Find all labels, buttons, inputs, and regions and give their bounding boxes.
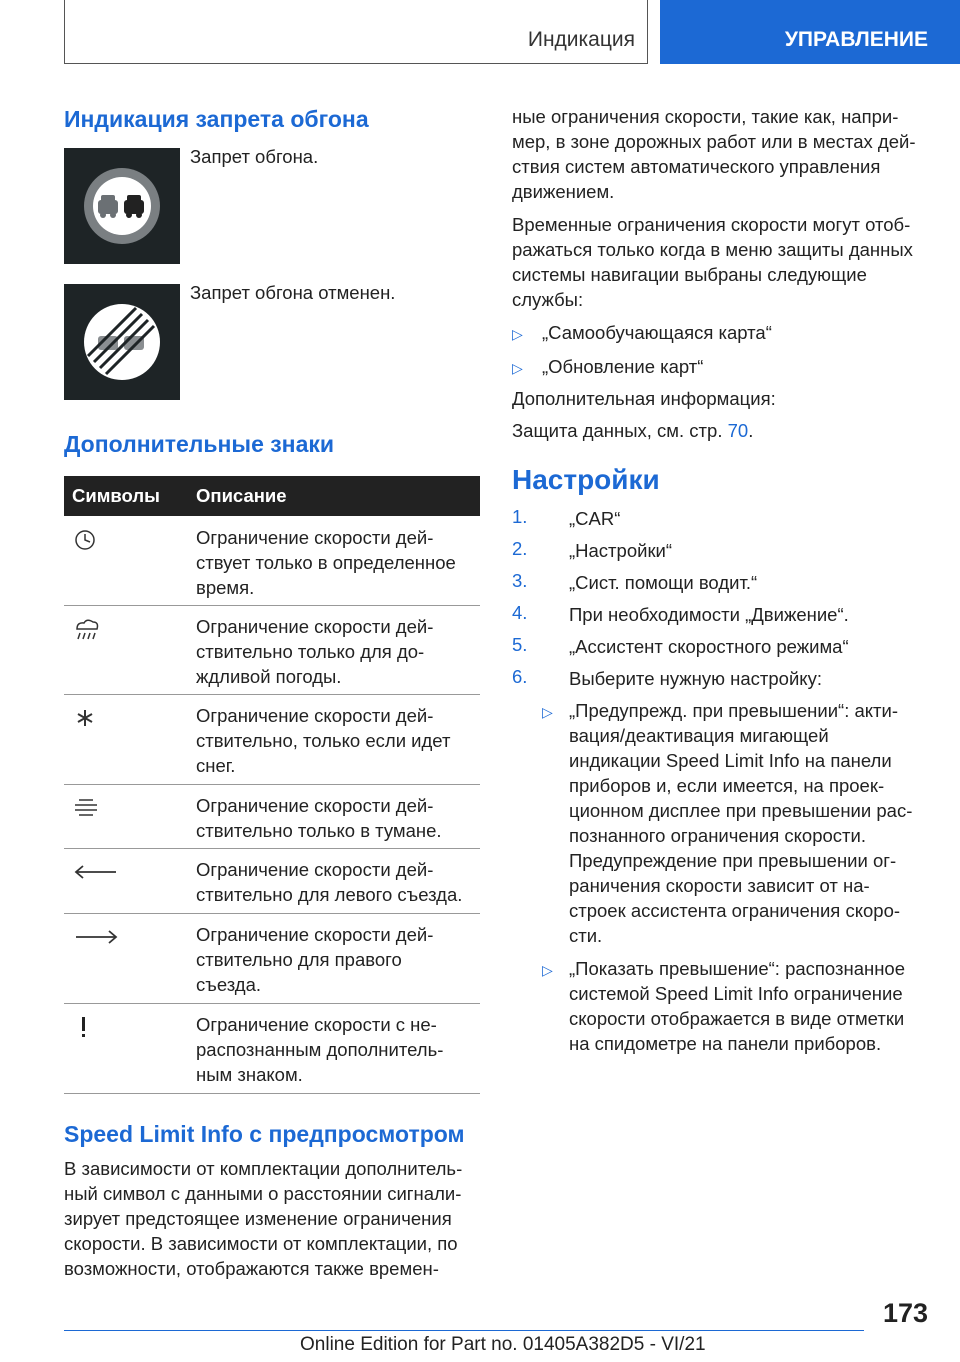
step-text: При необходимости „Движение“. [569,604,849,625]
header-section-box [64,0,648,64]
arrow-right-icon [72,925,120,953]
table-row [64,694,480,785]
bullet-triangle-icon: ▷ [542,704,553,720]
table-cell-description: Ограничение скорости дей- ствует только в определенное время. [196,527,456,598]
table-header [64,476,480,516]
table-row [64,848,480,914]
step-text: Выберите нужную настройку: [569,668,822,689]
bullet-triangle-icon: ▷ [542,962,553,978]
footer-divider [64,1330,864,1331]
step-number: 6. [512,666,528,687]
paragraph-temporary-limits: Временные ограничения скорости могут отоб- ражаться только когда в меню защиты данных системы навигации выбраны следующие службы: [512,214,913,310]
more-info-label: Дополнительная информация: [512,388,776,409]
rain-icon [72,617,108,645]
table-cell-description: Ограничение скорости дей- ствительно для левого съезда. [196,859,463,905]
list-item-service: „Самообучающаяся карта“ [542,322,772,343]
table-cell-description: Ограничение скорости с не- распознанным дополнитель- ным знаком. [196,1014,444,1085]
step-number: 1. [512,506,528,527]
step-number: 3. [512,570,528,591]
step-text: „Сист. помощи водит.“ [569,572,758,593]
exclamation-icon [72,1015,108,1043]
table-row [64,1003,480,1094]
paragraph-preview: В зависимости от комплектации дополнитель- ный символ с данными о расстоянии сигнали- зирует предстоящее изменение ограничения скорости. В зависимости от комплектации, по возможности, отображаются также времен- [64,1158,463,1279]
sign-caption-end-no-overtaking: Запрет обгона отменен. [190,282,396,303]
header-section-title: Индикация [527,28,635,51]
section-title-additional-signs: Дополнительные знаки [64,431,335,457]
header-chapter-tab[interactable]: УПРАВЛЕНИЕ [660,0,960,64]
bullet-triangle-icon: ▷ [512,326,523,342]
end-no-overtaking-sign-image [64,284,180,400]
footer-edition: Online Edition for Part no. 01405A382D5 - VI/21 [300,1334,706,1355]
list-item-service: „Обновление карт“ [542,356,704,377]
table-row [64,605,480,695]
column-header-description: Описание [196,485,287,506]
table-cell-description: Ограничение скорости дей- ствительно, только если идет снег. [196,705,451,776]
step-number: 4. [512,602,528,623]
step-text: „Ассистент скоростного режима“ [569,636,849,657]
page-number: 173 [882,1298,928,1328]
section-title-overtaking: Индикация запрета обгона [64,106,369,132]
table-row [64,516,480,606]
clock-icon [72,528,108,556]
arrow-left-icon [72,860,120,888]
column-header-symbols: Символы [72,485,160,506]
step-text: „Настройки“ [569,540,673,561]
snowflake-icon [72,706,108,734]
step-text: „CAR“ [569,508,621,529]
option-show-exceeding: „Показать превышение“: распознанное системой Speed Limit Info ограничение скорости отображается в виде отметки на спидометре на панели приборов. [569,958,905,1054]
paragraph-intro-continued: ные ограничения скорости, такие как, напри- мер, в зоне дорожных работ или в местах дей- ствия систем автоматического управления движением. [512,106,916,202]
section-title-settings: Настройки [512,464,660,495]
table-row [64,784,480,849]
section-title-speed-limit-preview: Speed Limit Info с предпросмотром [64,1121,465,1147]
sign-caption-no-overtaking: Запрет обгона. [190,146,319,167]
step-number: 2. [512,538,528,559]
bullet-triangle-icon: ▷ [512,360,523,376]
table-cell-description: Ограничение скорости дей- ствительно для правого съезда. [196,924,434,995]
table-cell-description: Ограничение скорости дей- ствительно только в тумане. [196,795,442,841]
no-overtaking-sign-image [64,148,180,264]
step-number: 5. [512,634,528,655]
page-link[interactable]: 70 [727,420,749,441]
option-warning-when-exceeding: „Предупрежд. при превышении“: акти- вация/деактивация мигающей индикации Speed Limit Info на панели приборов и, если имеется, на проек- ционном дисплее при превышении рас- познанного ограничения скорости. Предупреждение при превышении ог- раничения скорости зависит от на- строек ассистента ограничения скоро- сти. [569,700,913,946]
privacy-reference: Защита данных, см. стр. 70. [512,420,754,441]
fog-icon [72,796,108,824]
table-row [64,913,480,1004]
table-cell-description: Ограничение скорости дей- ствительно только для до- ждливой погоды. [196,616,434,687]
